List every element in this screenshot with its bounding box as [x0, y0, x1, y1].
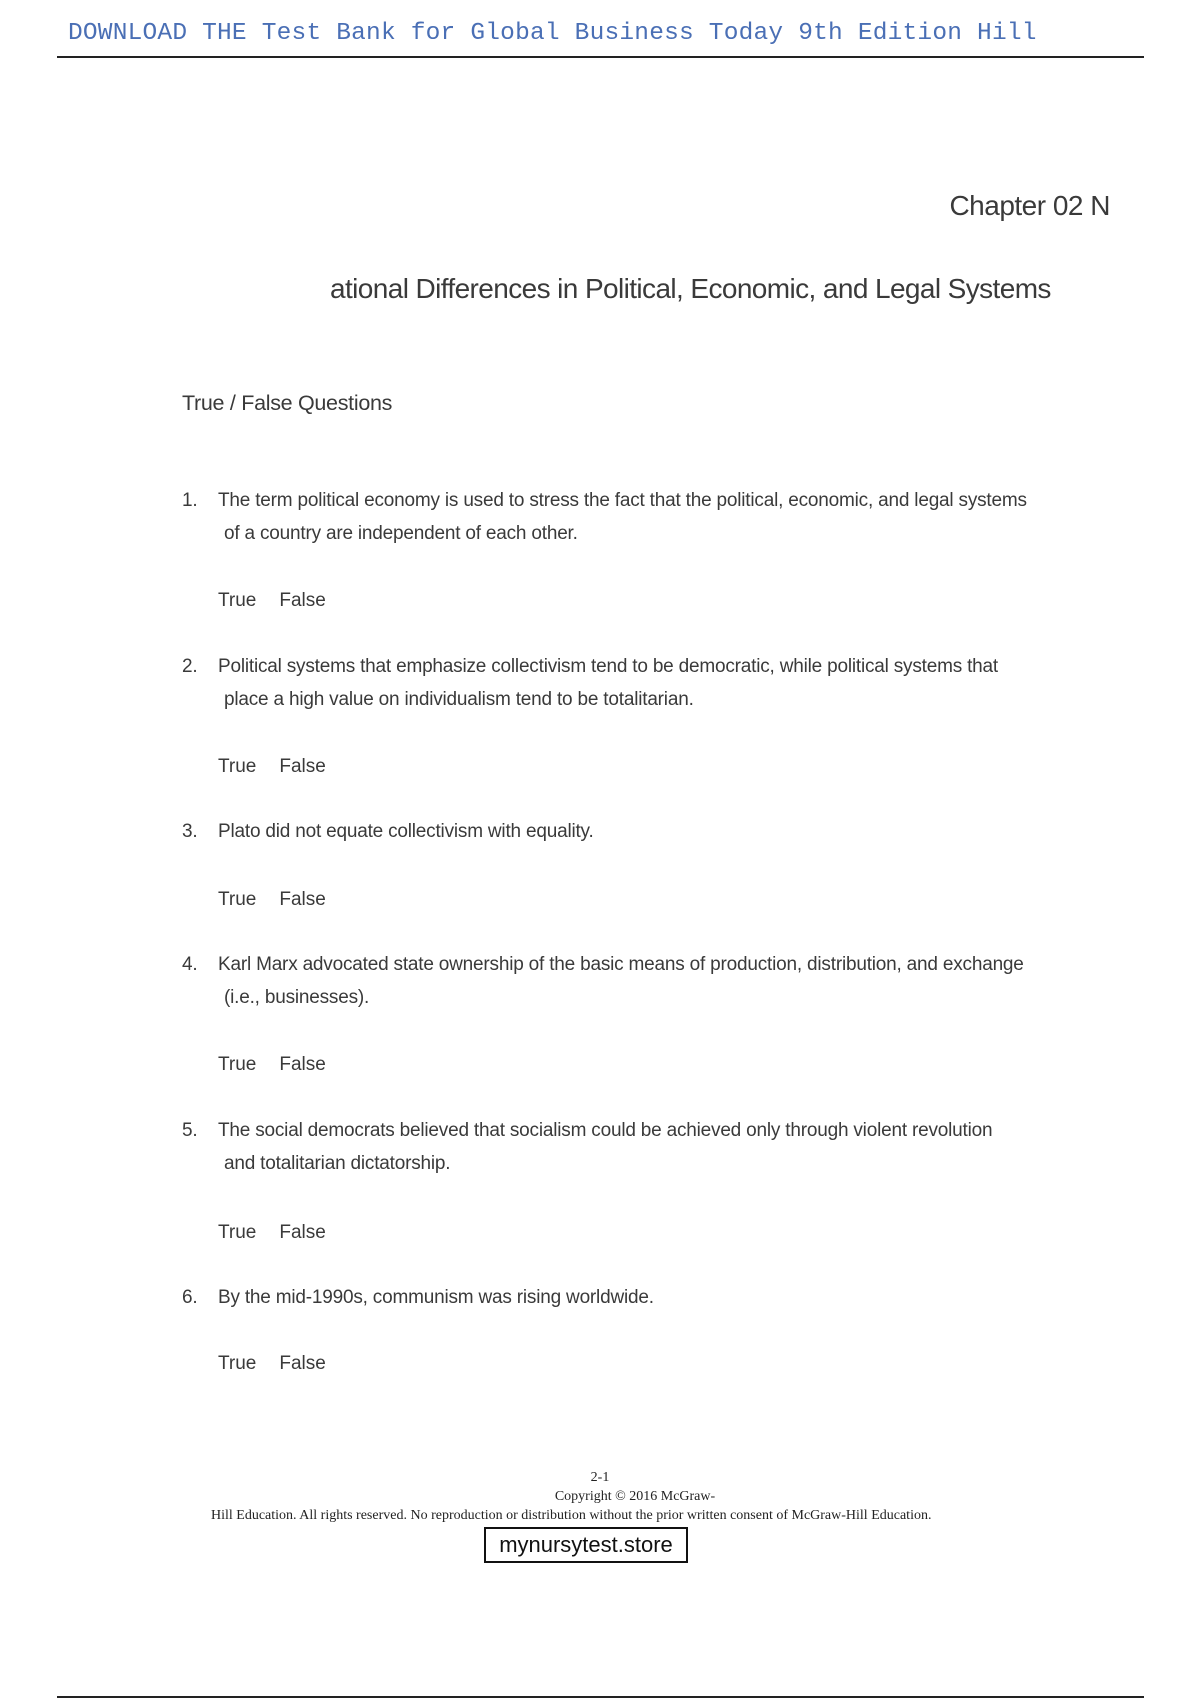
answer-true[interactable]: True [218, 756, 257, 777]
question-text [218, 948, 1102, 1014]
answer-false[interactable]: False [279, 590, 326, 611]
header-divider [57, 56, 1144, 58]
answer-true[interactable]: True [218, 1054, 257, 1075]
copyright-line-2: Hill Education. All rights reserved. No reproduction or distribution without the prior written consent of McGraw-Hill Education. [211, 1508, 932, 1523]
answer-false[interactable]: False [279, 1222, 326, 1243]
question-5 [182, 1114, 1102, 1180]
answer-options-6 [218, 1353, 326, 1375]
question-text-line-2: place a high value on individualism tend to be totalitarian. [224, 689, 694, 710]
question-text [218, 1114, 1102, 1180]
question-number: 6. [182, 1287, 198, 1308]
question-2 [182, 650, 1102, 716]
chapter-title-line-2: ational Differences in Political, Economic, and Legal Systems [330, 273, 1051, 304]
download-test-bank-link[interactable]: DOWNLOAD THE Test Bank for Global Business Today 9th Edition Hill [68, 20, 1037, 47]
answer-true[interactable]: True [218, 889, 257, 910]
question-4 [182, 948, 1102, 1014]
section-heading: True / False Questions [182, 391, 393, 415]
question-text-line-1: The social democrats believed that socialism could be achieved only through violent revolution [218, 1120, 993, 1141]
answer-false[interactable]: False [279, 756, 326, 777]
answer-false[interactable]: False [279, 889, 326, 910]
question-3 [182, 815, 1102, 848]
watermark-stamp: mynursytest.store [484, 1527, 688, 1563]
question-text-line-2: (i.e., businesses). [224, 987, 370, 1008]
question-text [218, 484, 1102, 550]
question-text-line-2: and totalitarian dictatorship. [224, 1153, 451, 1174]
question-text-line-1: The term political economy is used to stress the fact that the political, economic, and legal systems [218, 490, 1027, 511]
footer-divider [57, 1696, 1144, 1698]
question-number: 5. [182, 1120, 198, 1141]
question-number: 2. [182, 656, 198, 677]
answer-true[interactable]: True [218, 1353, 257, 1374]
answer-options-2 [218, 756, 326, 778]
question-number: 3. [182, 821, 198, 842]
answer-options-4 [218, 1054, 326, 1076]
question-text [218, 650, 1102, 716]
question-number: 4. [182, 954, 198, 975]
page-number: 2-1 [590, 1470, 610, 1485]
answer-false[interactable]: False [279, 1353, 326, 1374]
answer-options-3 [218, 889, 326, 911]
question-text-line-1: Karl Marx advocated state ownership of the basic means of production, distribution, and exchange [218, 954, 1024, 975]
question-text-line-1: Plato did not equate collectivism with equality. [218, 821, 594, 842]
answer-options-5 [218, 1222, 326, 1244]
question-text-line-2: of a country are independent of each other. [224, 523, 578, 544]
question-number: 1. [182, 490, 198, 511]
copyright-line-1: Copyright © 2016 McGraw- [554, 1489, 716, 1504]
question-text [218, 1281, 1102, 1314]
question-6 [182, 1281, 1102, 1314]
answer-true[interactable]: True [218, 590, 257, 611]
answer-options-1 [218, 590, 326, 612]
answer-false[interactable]: False [279, 1054, 326, 1075]
question-text-line-1: By the mid-1990s, communism was rising worldwide. [218, 1287, 654, 1308]
question-text-line-1: Political systems that emphasize collectivism tend to be democratic, while political systems that [218, 656, 998, 677]
question-1 [182, 484, 1102, 550]
question-text [218, 815, 1102, 848]
chapter-title-line-1: Chapter 02 N [949, 190, 1110, 221]
answer-true[interactable]: True [218, 1222, 257, 1243]
